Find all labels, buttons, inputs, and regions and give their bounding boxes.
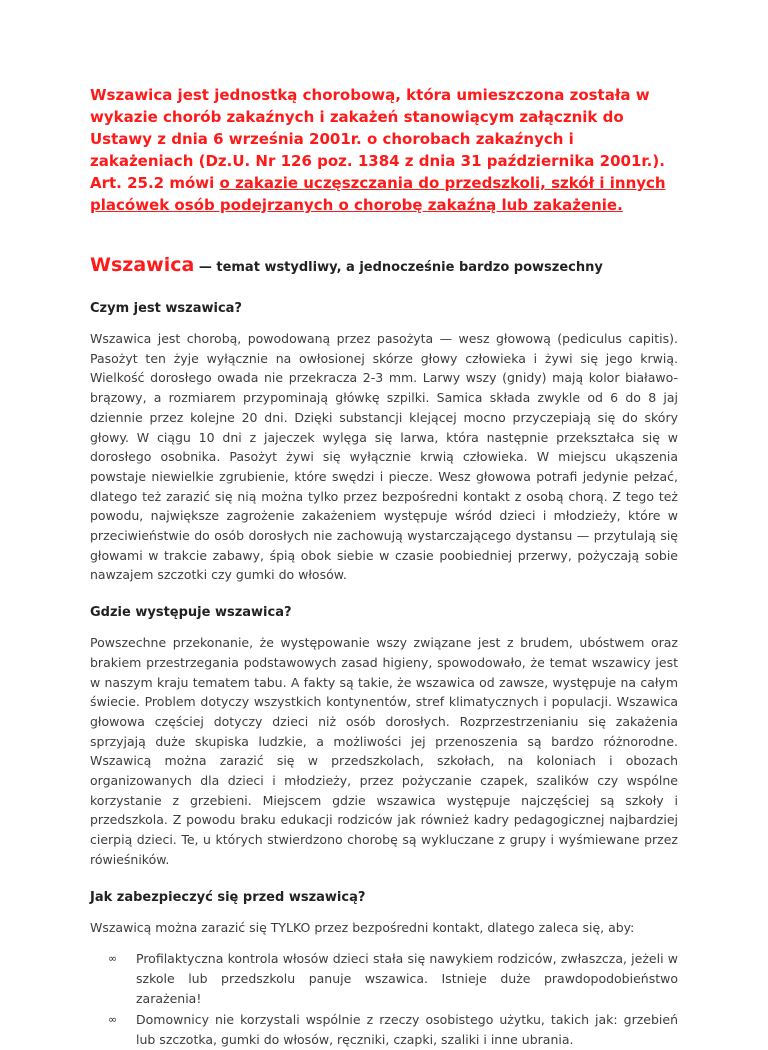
- section-body-protection: Wszawicą można zarazić się TYLKO przez bezpośredni kontakt, dlatego zaleca się, aby:: [90, 919, 635, 935]
- legal-notice-underlined: o zakazie uczęszczania do przedszkoli, szkół i innych placówek osób podejrzanych o chorobę zakaźną lub zakażenie.: [90, 174, 666, 214]
- section-heading-what-is: Czym jest wszawica?: [90, 301, 242, 316]
- section-heading-protection: Jak zabezpieczyć się przed wszawicą?: [90, 889, 366, 905]
- list-item: [108, 949, 678, 1008]
- list-item-text: Profilaktyczna kontrola włosów dzieci stała się nawykiem rodziców, zwłaszcza, jeżeli w szkole lub przedszkolu panuje wszawica. Istnieje duże prawdopodobieństwo zarażenia!: [136, 951, 678, 1006]
- list-item: [108, 1010, 678, 1049]
- infinity-bullet-icon: ∞: [108, 952, 118, 966]
- section-body-where: Powszechne przekonanie, że występowanie wszy związane jest z brudem, ubóstwem oraz brakiem przestrzegania podstawowych zasad higieny, spowodowało, że temat wszawicy jest w naszym kraju tematem tabu. A fakty są takie, że wszawica od zawsze, występuje na całym świecie. Problem dotyczy wszystkich kontynentów, stref klimatycznych i populacji. Wszawica głowowa częściej dotyczy dzieci niż osób dorosłych. Rozprzestrzenianiu się zakażenia sprzyjają duże skupiska ludzkie, a możliwości jej przenoszenia są bardzo różnorodne. Wszawicą można zarazić się w przedszkolach, szkołach, na koloniach i obozach organizowanych dla dzieci i młodzieży, przez pożyczanie czapek, szalików czy wspólne korzystanie z grzebieni. Miejscem gdzie wszawica występuje najczęściej są szkoły i przedszkola. Z powodu braku edukacji rodziców jak również kadry pedagogicznej najbardziej cierpią dzieci. Te, u których stwierdzono chorobę są wykluczane z grupy i wyśmiewane przez rówieśników.: [90, 635, 678, 867]
- page-title: [90, 252, 678, 281]
- page-title-subtitle: — temat wstydliwy, a jednocześnie bardzo powszechny: [194, 260, 603, 275]
- legal-notice-text: Wszawica jest jednostką chorobową, która umieszczona została w wykazie chorób zakaźnych i zakażeń stanowiącym załącznik do Ustawy z dnia 6 września 2001r. o chorobach zakaźnych i zakażeniach (Dz.U. Nr 126 poz. 1384 z dnia 31 października 2001r.). Art. 25.2 mówi: [90, 86, 665, 192]
- list-item-text: Domownicy nie korzystali wspólnie z rzeczy osobistego użytku, takich jak: grzebień lub szczotka, gumki do włosów, ręczniki, czapki, szaliki i inne ubrania.: [136, 1012, 678, 1048]
- section-heading-where: Gdzie występuje wszawica?: [90, 605, 292, 621]
- protection-list: [90, 949, 678, 1050]
- infinity-bullet-icon: ∞: [108, 1013, 118, 1027]
- page-title-main: Wszawica: [90, 254, 195, 276]
- legal-notice: [90, 84, 678, 216]
- section-body-what-is: Wszawica jest chorobą, powodowaną przez pasożyta — wesz głowową (pediculus capitis). Pasożyt ten żyje wyłącznie na owłosionej skórze głowy człowieka i żywi się jego krwią. Wielkość dorosłego owada nie przekracza 2-3 mm. Larwy wszy (gnidy) mają kolor białawo-brązowy, a rozmiarem przypominają główkę szpilki. Samica składa zwykle od 6 do 8 jaj dziennie przez kolejne 20 dni. Dzięki substancji klejącej mocno przyczepiają się do skóry głowy. W ciągu 10 dni z jajeczek wylęga się larwa, która następnie przekształca się w dorosłego osobnika. Pasożyt żywi się wyłącznie krwią człowieka. W miejscu ukąszenia powstaje niewielkie zgrubienie, które swędzi i piecze. Wesz głowowa potrafi jedynie pełzać, dlatego też zarazić się nią można tylko przez bezpośredni kontakt z osobą chorą. Z tego też powodu, największe zagrożenie zakażeniem występuje wśród dzieci i młodzieży, które w przeciwieństwie do osób dorosłych nie zachowują wystarczającego dystansu — przytulają się głowami w trakcie zabawy, śpią obok siebie w czasie poobiedniej przerwy, pożyczają sobie nawzajem szczotki czy gumki do włosów.: [90, 331, 678, 583]
